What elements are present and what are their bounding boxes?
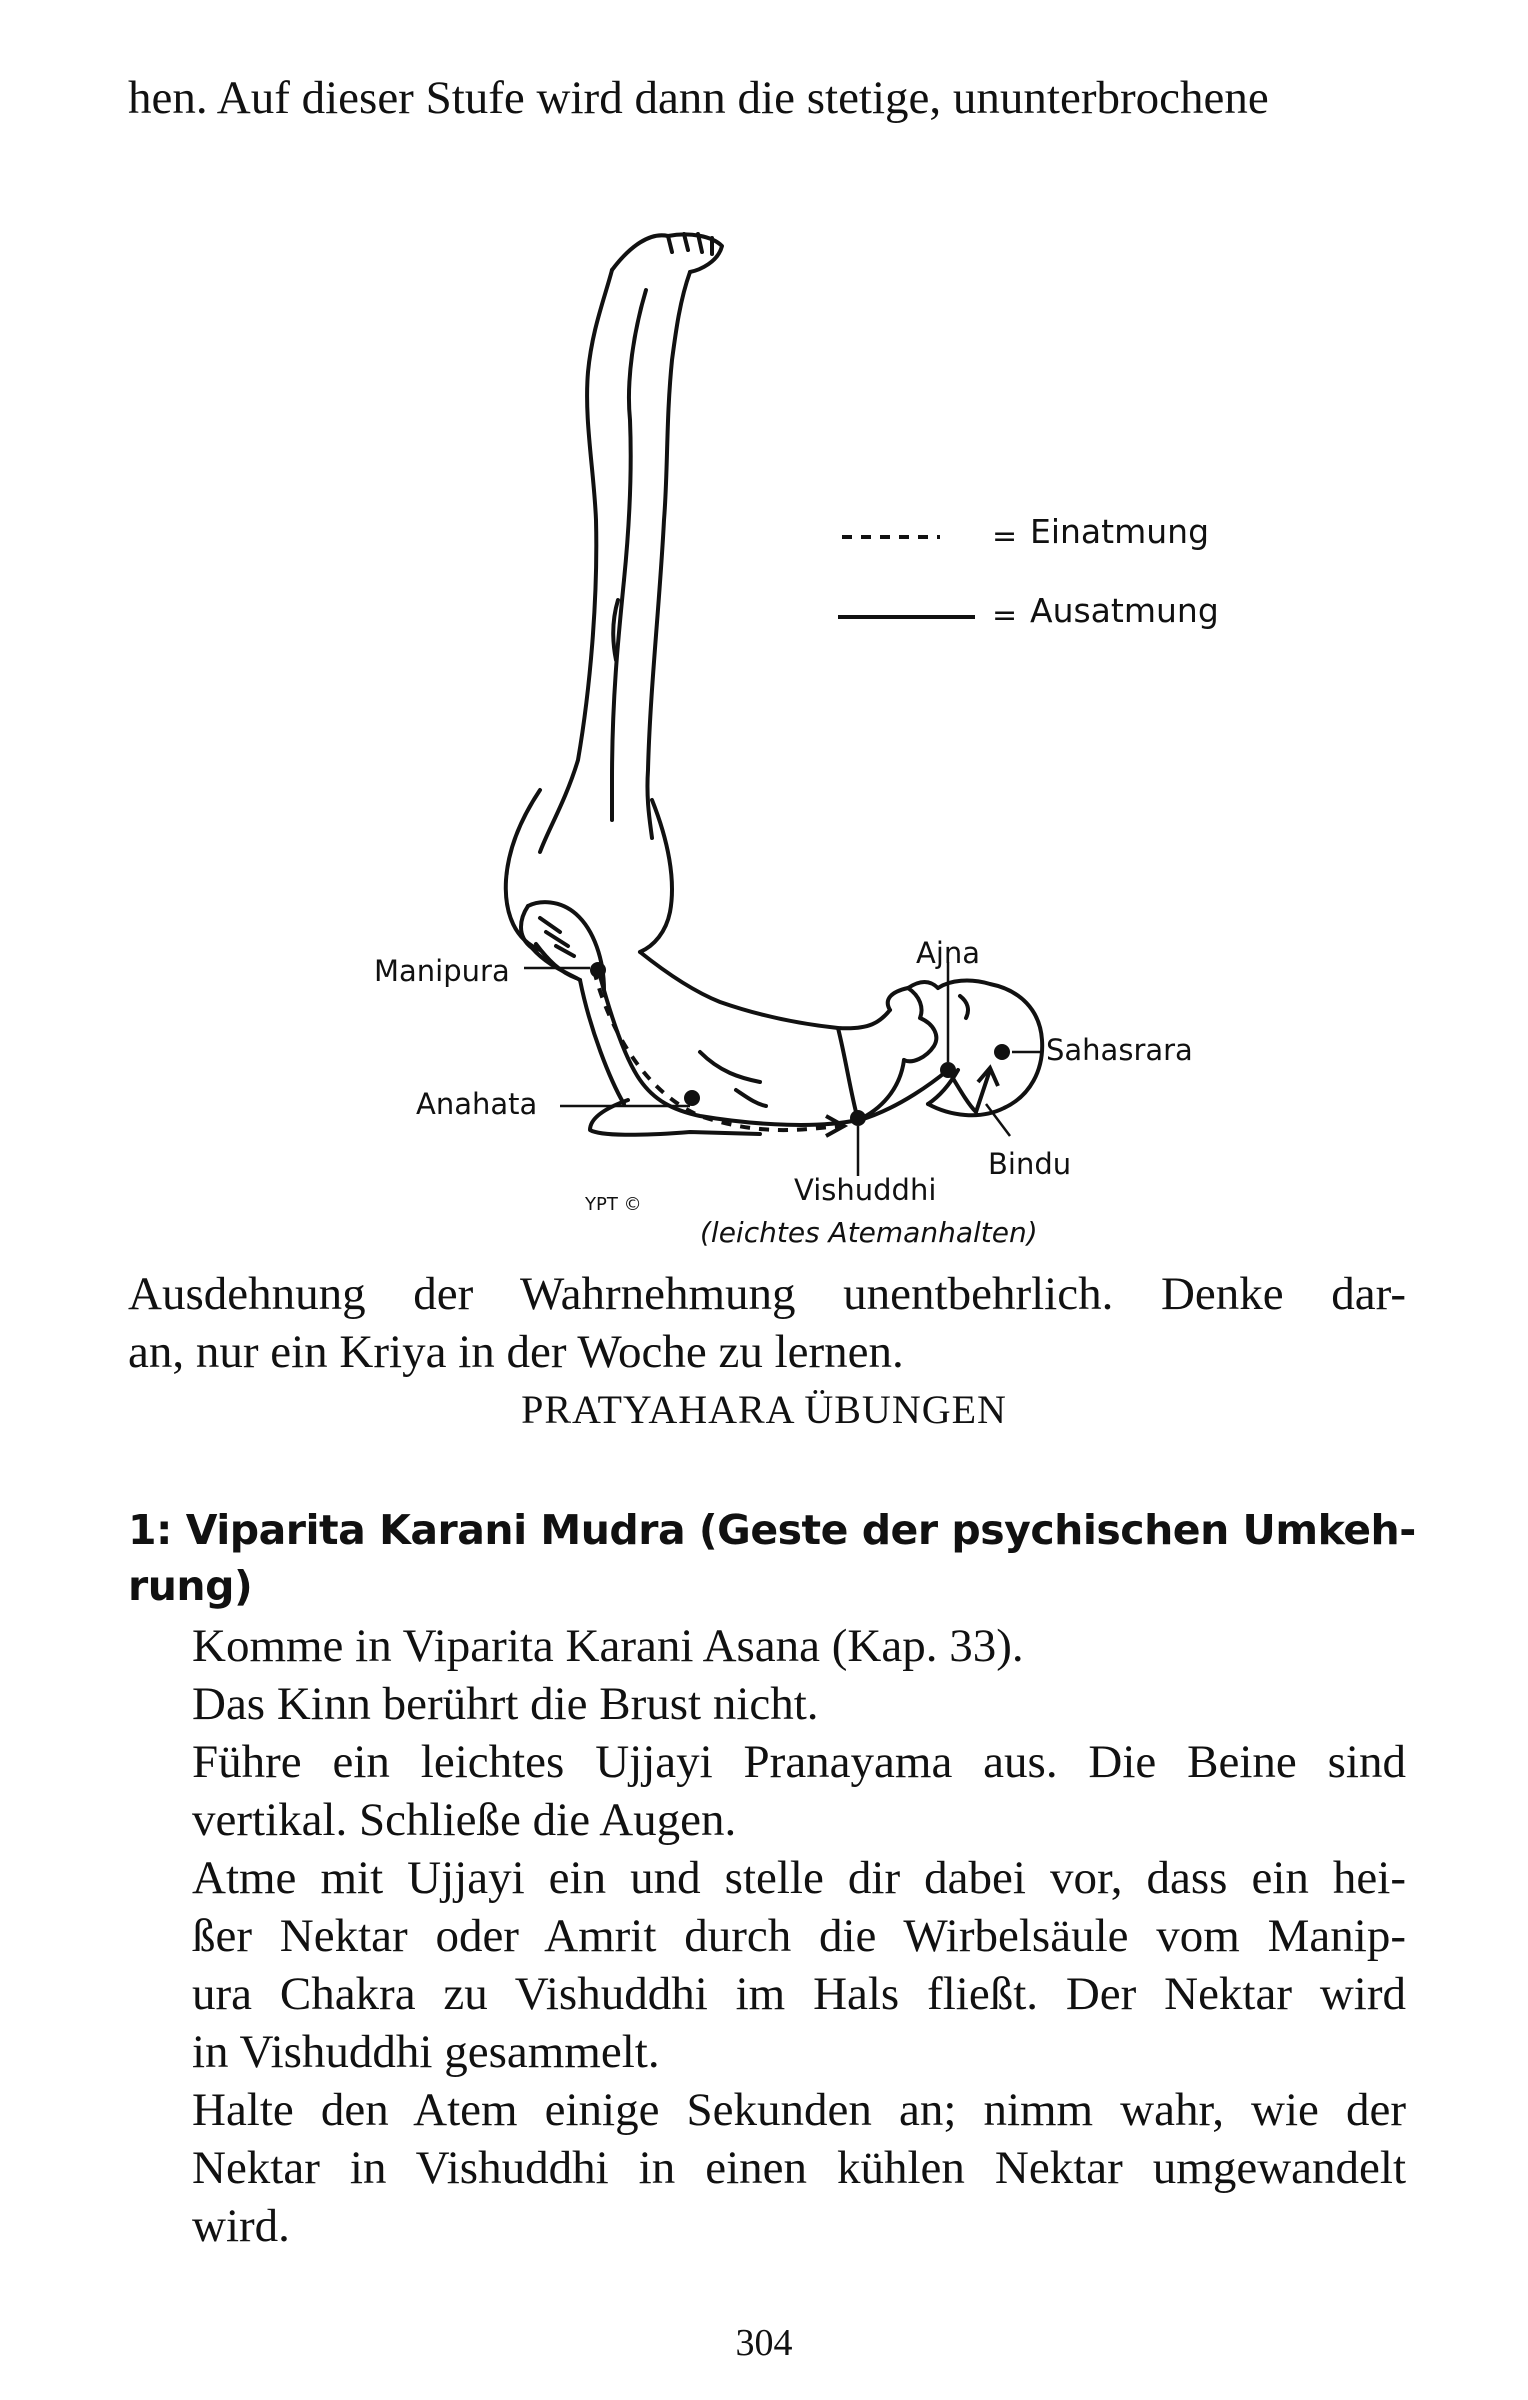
- sahasrara-point: [994, 1044, 1010, 1060]
- section-title: PRATYAHARA ÜBUNGEN: [521, 1387, 1007, 1432]
- legend-inhale-label: Einatmung: [1030, 512, 1210, 551]
- page-number: 304: [735, 2322, 793, 2364]
- label-anahata: Anahata: [416, 1087, 538, 1121]
- label-sahasrara: Sahasrara: [1046, 1033, 1193, 1067]
- instruction-line: Nektar in Vishuddhi in einen kühlen Nektar umgewandelt: [192, 2142, 1406, 2194]
- exhale-solid-path: [860, 1070, 990, 1120]
- label-manipura: Manipura: [374, 954, 510, 988]
- paragraph-line: Ausdehnung der Wahrnehmung unentbehrlich. Denke dar-: [128, 1268, 1406, 1320]
- legend-dashed-equals: =: [992, 519, 1018, 554]
- instruction-line: Atme mit Ujjayi ein und stelle dir dabei vor, dass ein hei-: [192, 1852, 1406, 1904]
- instruction-line: Halte den Atem einige Sekunden an; nimm wahr, wie der: [192, 2084, 1406, 2136]
- label-bindu: Bindu: [988, 1147, 1072, 1181]
- manipura-point: [590, 962, 606, 978]
- label-ajna: Ajna: [916, 936, 981, 970]
- instruction-line: Führe ein leichtes Ujjayi Pranayama aus. Die Beine sind: [192, 1736, 1406, 1788]
- instruction-line: ßer Nektar oder Amrit durch die Wirbelsäule vom Manip-: [192, 1910, 1406, 1962]
- exercise-heading: rung): [128, 1562, 253, 1610]
- label-vishuddhi-note: (leichtes Atemanhalten): [700, 1216, 1038, 1249]
- legend-exhale-label: Ausatmung: [1030, 591, 1219, 630]
- instruction-line: Das Kinn berührt die Brust nicht.: [192, 1678, 819, 1730]
- body-outline: [506, 234, 1042, 1135]
- paragraph-line: an, nur ein Kriya in der Woche zu lernen.: [128, 1326, 904, 1378]
- instruction-line: vertikal. Schließe die Augen.: [192, 1794, 737, 1846]
- vishuddhi-point: [850, 1110, 866, 1126]
- label-vishuddhi: Vishuddhi: [794, 1173, 937, 1207]
- exercise-heading: 1: Viparita Karani Mudra (Geste der psychischen Umkeh-: [128, 1506, 1416, 1554]
- breath-path: [594, 970, 998, 1136]
- instruction-line: Komme in Viparita Karani Asana (Kap. 33).: [192, 1620, 1024, 1672]
- top-text-line: hen. Auf dieser Stufe wird dann die stetige, ununterbrochene: [128, 72, 1269, 124]
- instruction-line: ura Chakra zu Vishuddhi im Hals fließt. Der Nektar wird: [192, 1968, 1406, 2020]
- ajna-point: [940, 1062, 956, 1078]
- figure-copyright: YPT ©: [585, 1194, 642, 1215]
- instruction-line: in Vishuddhi gesammelt.: [192, 2026, 660, 2078]
- instruction-line: wird.: [192, 2200, 290, 2252]
- anahata-point: [684, 1090, 700, 1106]
- legend-solid-equals: =: [992, 598, 1018, 633]
